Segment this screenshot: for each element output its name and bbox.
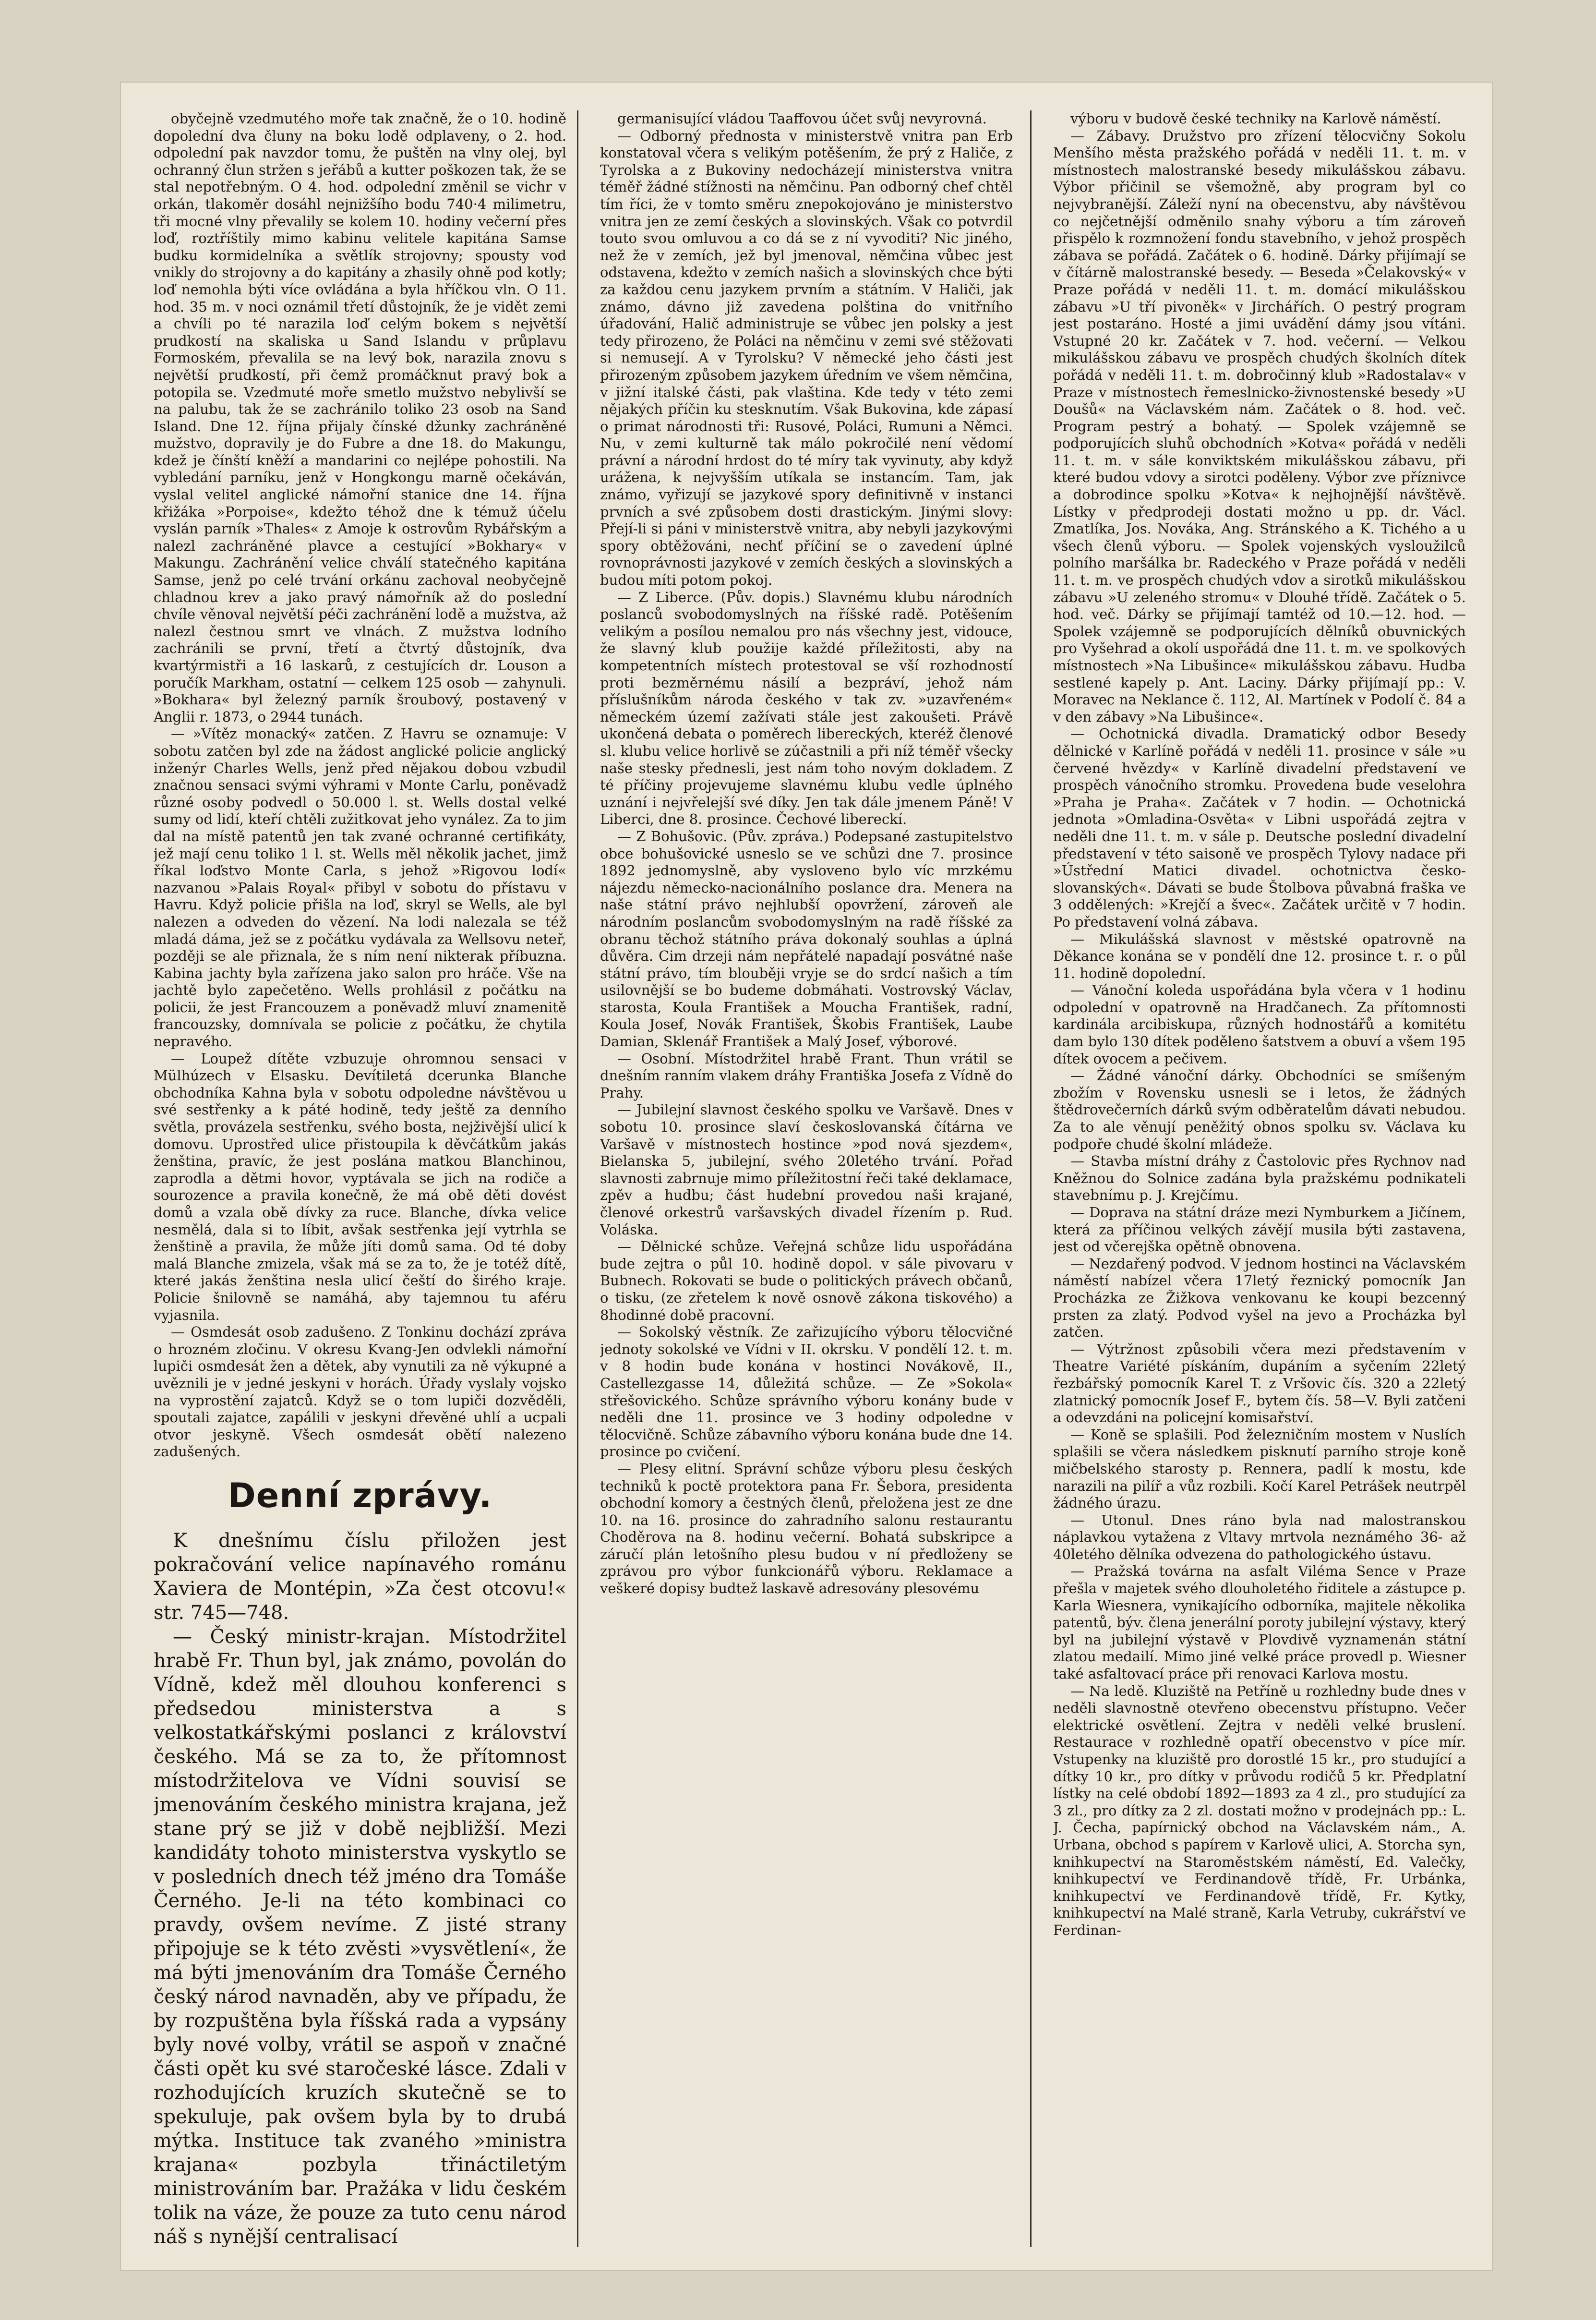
article-asphalt-factory: — Pražská továrna na asfalt Viléma Sence v Praze přešla v majetek svého dlouholetého řiditele a zástupce p. Karla Wiesnera, vynikajícího odborníka, majitele několika patentů, býv. člena jenerální poroty jubilejní výstavy, který byl na jubilejní výstavě v Plovdivě vyznamenán státní zlatou medailí. Mimo jiné velké práce provedl p. Wiesner také asfaltovací práce při renovaci Karlova mostu.: [1053, 1563, 1466, 1682]
article-sokol-news: — Sokolský věstník. Ze zařizujícího výboru tělocvičné jednoty sokolské ve Vídni v II. okrsku. V pondělí 12. t. m. v 8 hodin bude konána v hostinci Novákově, II., Castellezgasse 14, důležitá schůze. — Ze »Sokola« střešovického. Schůze správního výboru konány bude v neděli dne 11. prosince ve 3 hodiny odpoledne v tělocvičně. Schůze zábavního výboru konána bude dne 14. prosince po cvičení.: [600, 1324, 1013, 1460]
article-amateur-theatre: — Ochotnická divadla. Dramatický odbor Besedy dělnické v Karlíně pořádá v neděli 11. prosince v sále »u červené hvězdy« v Karlíně divadelní představení ve prospěch vánočního stromku. Provedena bude veselohra »Praha je Praha«. Začátek v 7 hodin. — Ochotnická jednota »Omladina-Osvěta« v Libni uspořádá zejtra v neděli dne 11. t. m. v sále p. Deutsche poslední divadelní představení v této saisoně ve prospěch Tylovy nadace při »Ústřední Matici divadel. ochotnictva česko-slovanských«. Dávati se bude Štolbova půvabná fraška ve 3 oddělených: »Krejčí a švec«. Začátek určitě v 7 hodin. Po představení volná zábava.: [1053, 725, 1466, 930]
article-monaco-winner: — »Vítěz monacký« zatčen. Z Havru se oznamuje: V sobotu zatčen byl zde na žádost anglické policie anglický inženýr Charles Wells, jenž před nějakou dobou vzbudil značnou sensaci svými výhrami v Monte Carlu, poněvadž různé osoby podvedl o 50.000 l. st. Wells dostal velké sumy od lidí, kteří chtěli zužitkovat jeho vynález. Za to jim dal na místě patentů jen tak zvané ochranné certifikáty, jež mají cenu toliko 1 l. st. Wells měl několik jachet, jimž říkal loďstvo Monte Carla, s jehož »Rigovou lodí« nazvanou »Palais Royal« přibyl v sobotu do přístavu v Havru. Když policie přišla na loď, skryl se Wells, ale byl nalezen a odveden do vězení. Na lodi nalezala se též mladá dáma, jež se z počátku vydávala za Wellsovu neteř, později se ale přiznala, že s ním není nikterak příbuzna. Kabina jachty byla zařízena jako salon pro hráče. Vše na jachtě bylo zapečetěno. Wells prohlásil z počátku na policii, že jest Francouzem a poněvadž mluví znamenitě francouzsky, domnívala se policie z počátku, že chytila nepravého.: [154, 725, 566, 1050]
column-rule-2: [1030, 110, 1032, 2247]
article-continuation: germanisující vládou Taaffovou účet svůj nevyrovná.: [617, 110, 987, 127]
article-no-gifts: — Žádné vánoční dárky. Obchodníci se smíšeným zbožím v Rovensku usnesli se i letos, že žádných štědrovečerních dárků svým odběratelům dávati nebudou. Za to ale věnují peněžitý obnos spolku sv. Václava ku podpoře chudé školní mládeže.: [1053, 1067, 1466, 1152]
article-workers-meetings: — Dělnické schůze. Veřejná schůze lidu uspořádána bude zejtra o půl 10. hodině dopol. v sále pivovaru v Bubnech. Rokovati se bude o politických právech občanů, o tisku, (ze zřetelem k nově osnově zákona tiskového) a 8hodinné době pracovní.: [600, 1238, 1013, 1323]
column-3: [1053, 110, 1466, 2247]
article-on-ice: — Na ledě. Kluziště na Petříně u rozhledny bude dnes v neděli slavnostně otevřeno obecenstvu přístupno. Večer elektrické osvětlení. Zejtra v neděli velké bruslení. Restaurace v rozhledně opatří obecenstvo v píce mír. Vstupenky na kluziště pro dorostlé 15 kr., pro studující a dítky 10 kr., pro dítky v průvodu rodičů 5 kr. Předplatní lístky na celé období 1892—1893 za 4 zl., pro studující za 3 zl., pro dítky za 2 zl. dostati možno v prodejnách pp.: L. J. Čecha, papírnický obchod na Václavském nám., A. Urbana, obchod s papírem v Karlově ulici, A. Storcha syn, knihkupectví na Staroměstském náměstí, Ed. Valečky, knihkupectví ve Ferdinandově třídě, Fr. Urbánka, knihkupectví ve Ferdinandově třídě, Fr. Kytky, knihkupectví na Malé straně, Karla Vetruby, cukrářství ve Ferdinan-: [1053, 1682, 1466, 1938]
article-czech-minister: — Český ministr-krajan. Místodržitel hrabě Fr. Thun byl, jak známo, povolán do Vídně, kdež měl dlouhou konferenci s předsedou ministerstva a s velkostatkářskými poslanci z království českého. Má se za to, že přítomnost místodržitelova ve Vídni souvisí se jmenováním českého ministra krajana, jež stane prý se již v době nejbližší. Mezi kandidáty tohoto ministerstva vyskytlo se v posledních dnech též jméno dra Tomáše Černého. Je-li na této kombinaci co pravdy, ovšem nevíme. Z jisté strany připojuje se k této zvěsti »vysvětlení«, že má býti jmenováním dra Tomáše Černého český národ navnaděn, aby ve případu, že by rozpuštěna byla říšská rada a vypsány byly nové volby, vrátil se aspoň v značné části opět ku své staročeské lásce. Zdali v rozhodujících kruzích skutečně se to spekuluje, pak ovšem byla by to drubá mýtka. Instituce tak zvaného »ministra krajana« pozbyla třináctiletým ministrováním bar. Pražáka v lidu českém tolik na váze, že pouze za tuto cenu národ náš s nynější centralisací: [154, 1625, 566, 2247]
section-lead: [154, 1529, 566, 2247]
article-railway-construction: — Stavba místní dráhy z Častolovic přes Rychnov nad Kněžnou do Solnice zadána byla pražskému podnikateli stavebnímu p. J. Krejčímu.: [1053, 1153, 1466, 1204]
article-child-abduction: — Loupež dítěte vzbuzuje ohromnou sensaci v Mülhúzech v Elsasku. Devítiletá dcerunka Blanche obchodníka Kahna byla v sobotu odpoledne návštěvou u své sestřenky a k páté hodině, tedy ještě za denního světla, provázela sestřenku, svého bosta, nejživější ulicí k domovu. Uprostřed ulice přistoupila k děvčátkům jakás ženština, pravíc, že jest poslána matkou Blanchinou, zaprodla a dětmi hovor, vyptávala se jich na rodiče a sourozence a pravila konečně, že má obě děti dovést domů a vzala obě dívky za ruce. Blanche, dívka velice nesmělá, dala si to líbit, avšak sestřenka její vytrhla se ženštině a pravila, že může jíti domů sama. Od té doby malá Blanche zmizela, však má se za to, že je totéž dítě, které jakás ženština nesla ulicí čeští do širého kraje. Policie šnilovně se namáhá, aby tajemnou tu aféru vyjasnila.: [154, 1050, 566, 1323]
article-bokhara-end: obyčejně vzedmutého moře tak značně, že o 10. hodině dopolední dva čluny na boku lodě odplaveny, o 2. hod. odpolední pak navzdor tomu, že puštěn na vlny olej, byl ochranný člun stržen s jeřábů a kutter poškozen tak, že se stal nepotřebným. O 4. hod. odpolední změnil se vichr v orkán, tlakoměr dosáhl nejnižšího bodu 740·4 milimetru, tři mocné vlny převalily se kolem 10. hodiny večerní přes loď, roztříštily mimo kabinu velitele kapitána Samse budku kormidelníka a světlík strojovny; spousty vod vnikly do strojovny a do kapitány a zhasily ohně pod kotly; loď nemohla býti více ovládána a byla hříčkou vln. O 11. hod. 35 m. v noci oznámil třetí důstojník, že je vidět zemi a chvíli po té narazila loď celým bokem s největší prudkostí na skaliska u Sand Islandu v průplavu Formoském, převalila se na levý bok, narazila znovu s největší prudkostí, při čemž promáčknut pravý bok a potopila se. Vzedmuté moře smetlo mužstvo nebylivší se na palubu, tak že se zachránilo toliko 23 osob na Sand Island. Dne 12. října přijaly čínské džunky zachráněné mužstvo, dopravily je do Fubre a dne 18. do Makungu, kdež je čínští kněží a mandarini co nejlépe pohostili. Na vybledání parníku, jenž v Hongkongu marně očekáván, vyslal velitel anglické námořní stanice dne 14. října křižáka »Porpoise«, kdežto téhož dne k témuž účelu vyslán parník »Thales« z Amoje k ostrovům Rybářským a nalezl zachráněné plavce a cestující »Bokhary« v Makungu. Zachránění velice chválí statečného kapitána Samse, jenž po celé trvání orkánu zachoval neobyčejně chladnou krev a jako pravý námořník až do poslední chvíle věnoval největší péči zachránění lodě a mužstva, až nalezl čestnou smrt ve vlnách. Z mužstva lodního zachránili se první, třetí a čtvrtý důstojník, dva kvartýrmistři a 16 laskarů, z cestujících dr. Louson a poručík Markham, ostatní — celkem 125 osob — zahynuli. »Bokhara« byl železný parník šroubový, postavený v Anglii r. 1873, o 2944 tunách.: [154, 110, 566, 725]
article-drowned: — Utonul. Dnes ráno byla nad malostranskou náplavkou vytažena z Vltavy mrtvola neznámého 36- až 40letého dělníka odvezena do pathologického ústavu.: [1053, 1511, 1466, 1562]
column-rule-1: [577, 110, 578, 2247]
article-balls: — Plesy elitní. Správní schůze výboru plesu českých techniků k poctě protektora pana Fr. Šebora, presidenta obchodní komory a čestných členů, přeložena jest ze dne 10. na 16. prosince do zahradního salonu restaurantu Choděrova na 8. hodinu večerní. Bohatá subskripce a záručí plán letošního plesu budou v ní předloženy se zprávou pro výbor funkcionářů výboru. Reklamace a veškeré dopisy budtež laskavě adresovány plesovému: [600, 1460, 1013, 1597]
article-personal: — Osobní. Místodržitel hrabě Frant. Thun vrátil se dnešním ranním vlakem dráhy Františka Josefa z Vídně do Prahy.: [600, 1050, 1013, 1101]
article-continuation-3: výboru v budově české techniky na Karlově náměstí.: [1070, 110, 1441, 127]
novel-supplement-notice: K dnešnímu číslu přiložen jest pokračování velice napínavého románu Xaviera de Montépin, »Za čest otcovu!« str. 745—748.: [154, 1529, 566, 1624]
article-christmas-carol: — Vánoční koleda uspořádána byla včera v 1 hodinu odpolední v opatrovně na Hradčanech. Za přítomnosti kardinála arcibiskupa, různých hodnostářů a komitétu dam bylo 130 dítek poděleno šatstvem a obuví a všem 195 dítek ovocem a pečivem.: [1053, 982, 1466, 1067]
article-eighty-suffocated: — Osmdesát osob zadušeno. Z Tonkinu dochází zpráva o hrozném zločinu. V okresu Kvang-Jen odvlekli námořní lupiči osmdesát žen a dětek, aby vynutili za ně výkupné a uvěznili je v jedné jeskyni v horách. Úřady vyslaly vojsko na vyprostění zajatců. Když se o tom lupiči dozvěděli, spoutali zajatce, zapálili v jeskyni dřevěné uhlí a ucpali otvor jeskyně. Všech osmdesát obětí nalezeno zadušených.: [154, 1324, 566, 1460]
column-2: [600, 110, 1013, 2247]
article-ministry-interior: — Odborný přednosta v ministerstvě vnitra pan Erb konstatoval včera s velikým potěšením, že prý z Haliče, z Tyrolska a z Bukoviny nedocházejí ministerstva vnitra téměř žádné stížnosti na němčinu. Pan odborný chef chtěl tím říci, že v tomto směru znepokojováno je ministerstvo vnitra jen ze zemí českých a slovinských. Však co potvrdil touto svou omluvou a co dá se z ní vyvoditi? Nic jiného, než že v zemích, jež byl jmenoval, němčina vůbec jest odstavena, kdežto v zemích našich a slovinských chce býti za každou cenu jazykem prvním a státním. V Haliči, jak známo, dávno již zavedena polština do vnitřního úřadování, Halič administruje se vůbec jen polsky a jest tedy přirozeno, že Poláci na němčinu v zemi své stěžovati si nemusejí. A v Tyrolsku? V německé jeho části jest přirozeným způsobem jazykem úředním ve všem němčina, v jižní italské části, pak vlaština. Kde tedy v této zemi nějakých příčin ku stesknutím. Však Bukovina, kde zápasí o primat národnosti tři: Rusové, Poláci, Rumuni a Němci. Nu, v zemi kulturně tak málo pokročilé není vědomí právní a národní hrdost do té míry tak vyvinuty, aby když urážena, k nejvyšším utíkala se instancím. Tam, jak známo, vyřizují se jazykové spory definitivně v instanci prvních a své způsobem dosti drastickým. Jinými slovy: Přejí-li si páni v ministerstvě vnitra, aby nebyli jazykovými spory obtěžováni, nechť příčiní se o zavedení úplné rovnoprávnosti jazykové v zemích českých a slovinských a budou míti potom pokoj.: [600, 127, 1013, 589]
article-liberec: — Z Liberce. (Pův. dopis.) Slavnému klubu národních poslanců svobodomyslných na říšské radě. Potěšením velikým a posílou nemalou pro nás všechny jest, vidouce, že slavný klub použije každé příležitosti, aby na kompetentních místech protestoval se vší rozhodností proti bezměrnému násilí a bezpráví, jehož nám příslušníkům národa českého v tak zv. »uzavřeném« německém území zažívati stále jest zakoušeti. Právě ukončená debata o poměrech libereckých, kteréž členové sl. klubu velice horlivě se zúčastnili a při níž téměř všecky naše stesky přednesli, jest nám toho novým dokladem. Z té příčiny projevujeme slavnému klubu vedle úplného uznání i nejvřelejší své díky. Jen tak dále jmenem Páně! V Liberci, dne 8. prosince. Čechové libereckí.: [600, 589, 1013, 828]
section-heading-daily-news: Denní zprávy.: [228, 1475, 492, 1515]
article-st-nicholas: — Mikulášská slavnost v městské opatrovně na Děkance konána se v pondělí dne 12. prosince t. r. o půl 11. hodině dopolední.: [1053, 930, 1466, 981]
article-fraud: — Nezdařený podvod. V jednom hostinci na Václavském náměstí nabízel včera 17letý řeznický pomocník Jan Procházka ze Žižkova venkovanu ke koupi bezcenný prsten za zlatý. Podvod vyšel na jevo a Procházka byl zatčen.: [1053, 1255, 1466, 1341]
column-1: [154, 110, 566, 2247]
article-state-railway: — Doprava na státní dráze mezi Nymburkem a Jičínem, která za příčinou velkých závějí musila býti zastavena, jest od včerejška opětně obnovena.: [1053, 1204, 1466, 1255]
article-bohusovice: — Z Bohušovic. (Pův. zpráva.) Podepsané zastupitelstvo obce bohušovické usneslo se ve schůzi dne 7. prosince 1892 jednomyslně, aby vysloveno bylo víc mrzkému nájezdu německo-nacionálního poslance dra. Menera na naše státní právo nejhlubší opovržení, zároveň ale národním poslancům svobodomyslným na radě říšské za obranu těchož státního práva dokonalý souhlas a úplná důvěra. Cim drzeji nám nepřátelé napadají posvátné naše státní právo, tím blouběji vryje se do srdcí našich a tím usilovnější se bo budeme dobmáhati. Vostrovský Václav, starosta, Koula František a Moucha František, radní, Koula Josef, Novák František, Škobis František, Laube Damian, Sklenář František a Malý Josef, výborové.: [600, 828, 1013, 1050]
newspaper-page: [120, 82, 1493, 2271]
article-warsaw-jubilee: — Jubilejní slavnost českého spolku ve Varšavě. Dnes v sobotu 10. prosince slaví českoslovanská čítárna ve Varšavě v místnostech hostince »pod nová sjezdem«, Bielanska 5, jubilejní, svého 20letého trvání. Pořad slavnosti zabrnuje mimo příležitostní řeči také deklamace, zpěv a hudbu; část hudební provedou naši krajané, členové orkestrů varšavských divadel řízením p. Rud. Voláska.: [600, 1101, 1013, 1238]
article-horses: — Koně se splašili. Pod železničním mostem v Nuslích splašili se včera následkem pisknutí parního stroje koně mičbelského starosty p. Rennera, padlí k mostu, kde narazili na pilíř a vůz rozbili. Kočí Karel Petrášek neutrpěl žádného úrazu.: [1053, 1426, 1466, 1511]
article-disturbance: — Výtržnost způsobili včera mezi představením v Theatre Variété pískáním, dupáním a syčením 22letý řezbářský pomocník Karel T. z Vršovic čís. 320 a 22letý zlatnický pomocník Josef F., bytem čís. 58—V. Byli zatčeni a odevzdáni na policejní komisařství.: [1053, 1341, 1466, 1426]
article-entertainments: — Zábavy. Družstvo pro zřízení tělocvičny Sokolu Menšího města pražského pořádá v neděli 11. t. m. v místnostech malostranské besedy mikulášskou zábavu. Výbor přičinil se všemožně, aby program byl co nejvybranější. Záleží nyní na obecenstvu, aby návštěvou co nejčetnější odměnilo snahy výboru a tím zároveň přispělo k rozmnožení fondu stavebního, v jehož prospěch zábava se pořádá. Začátek o 6. hodině. Dárky přijímají se v čítárně malostranské besedy. — Beseda »Čelakovský« v Praze pořádá v neděli 11. t. m. domácí mikulášskou zábavu »U tří pivoněk« v Jirchářích. O pestrý program jest postaráno. Hosté a jimi uvádění dámy jsou vítáni. Vstupné 20 kr. Začátek v 7. hod. večerní. — Velkou mikulášskou zábavu ve prospěch chudých školních dítek pořádá v neděli 11. t. m. dobročinný klub »Radostalav« v Praze v místnostech řemeslnicko-živnostenské besedy »U Doušů« na Václavském nám. Začátek o 8. hod. več. Program pestrý a bohatý. — Spolek vzájemně se podporujících sluhů obchodních »Kotva« pořádá v neděli 11. t. m. v sále konviktském mikulášskou zábavu, při které budou vdovy a sirotci poděleny. Výbor zve příznivce a dobrodince spolku »Kotva« k nejhojnější návštěvě. Lístky v předprodeji dostati možno u pp. dr. Václ. Zmatlíka, Jos. Nováka, Ang. Stránského a K. Tichého a u všech členů výboru. — Spolek vojenských vysloužilců polního maršálka br. Radeckého v Praze pořádá v neděli 11. t. m. ve prospěch chudých vdov a sirotků mikulášskou zábavu »U zeleného stromu« v Dlouhé třídě. Začátek o 5. hod. več. Dárky se přijímají tamtéž od 10.—12. hod. — Spolek vzájemně se podporujících dělníků obuvnických pro Vyšehrad a okolí uspořádá dne 11. t. m. ve spolkových místnostech »Na Libušince« mikulášskou zábavu. Hudba sestlené kapely p. Ant. Laciny. Dárky přijímají pp.: V. Moravec na Neklance č. 112, Al. Martínek v Podolí č. 84 a v den zábavy »Na Libušince«.: [1053, 127, 1466, 725]
